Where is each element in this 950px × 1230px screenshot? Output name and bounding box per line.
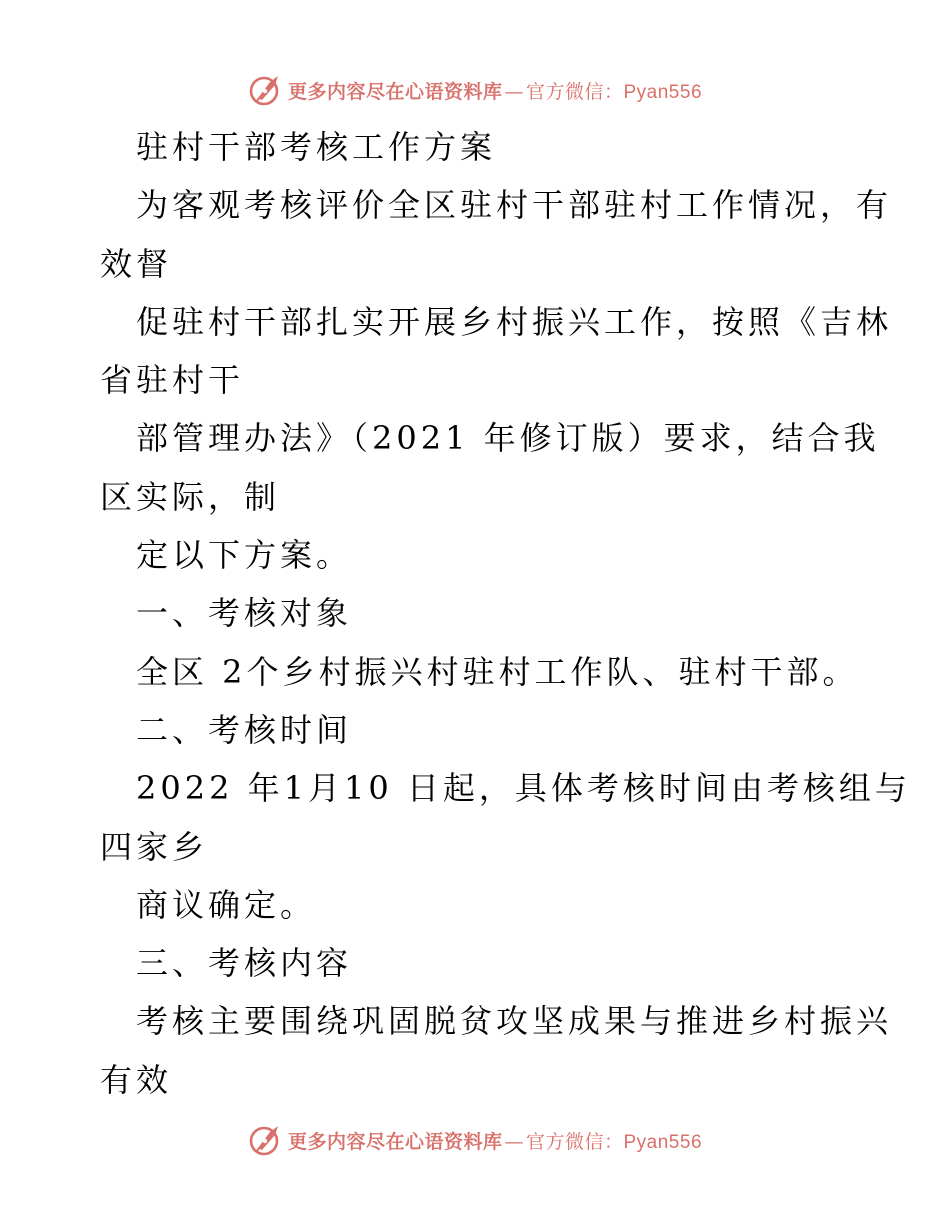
- paragraph-line: 促驻村干部扎实开展乡村振兴工作，按照《吉林: [136, 302, 893, 341]
- watermark-separator: —: [504, 1130, 524, 1153]
- watermark-contact-id: Pyan556: [623, 81, 703, 103]
- section-heading: 二、考核时间: [136, 710, 353, 749]
- section-heading: 一、考核对象: [136, 594, 353, 633]
- paragraph-line: 四家乡: [100, 827, 209, 866]
- section-heading: 三、考核内容: [136, 944, 353, 983]
- pen-nib-logo-icon: [248, 72, 284, 108]
- watermark-separator: —: [504, 80, 524, 103]
- paragraph-line: 定以下方案。: [136, 536, 353, 575]
- paragraph-line: 全区 2个乡村振兴村驻村工作队、驻村干部。: [136, 652, 859, 691]
- paragraph-line: 为客观考核评价全区驻村干部驻村工作情况，有: [136, 186, 893, 225]
- paragraph-line: 部管理办法》（2021 年修订版）要求，结合我: [136, 419, 880, 458]
- watermark-contact-label: 官方微信：: [525, 1130, 624, 1153]
- paragraph-line: 有效: [100, 1060, 173, 1099]
- watermark-footer: [0, 1120, 950, 1160]
- watermark-header: [0, 70, 950, 110]
- paragraph-line: 区实际，制: [100, 477, 281, 516]
- watermark-contact-id: Pyan556: [623, 1131, 703, 1153]
- watermark-contact-label: 官方微信：: [525, 80, 624, 103]
- watermark-label: 更多内容尽在心语资料库: [287, 80, 503, 103]
- paragraph-line: 省驻村干: [100, 361, 245, 400]
- document-title: 驻村干部考核工作方案: [136, 128, 497, 166]
- pen-nib-logo-icon: [248, 1122, 284, 1158]
- paragraph-line: 商议确定。: [136, 885, 317, 924]
- paragraph-line: 考核主要围绕巩固脱贫攻坚成果与推进乡村振兴: [136, 1002, 893, 1041]
- paragraph-line: 2022 年1月10 日起，具体考核时间由考核组与: [136, 769, 911, 808]
- document-body: [100, 118, 911, 1109]
- paragraph-line: 效督: [100, 244, 173, 283]
- watermark-label: 更多内容尽在心语资料库: [287, 1130, 503, 1153]
